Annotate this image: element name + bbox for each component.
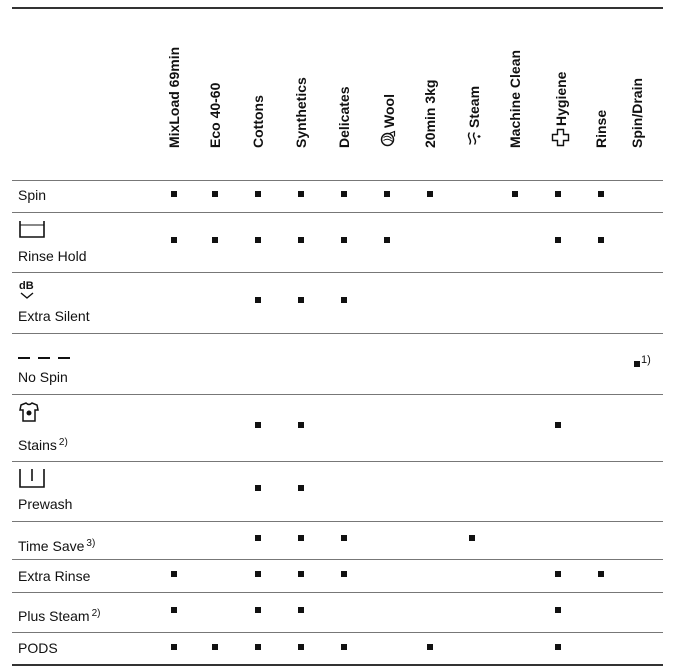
no-spin-icon xyxy=(18,348,70,366)
db-silent-icon xyxy=(18,278,40,305)
availability-mark xyxy=(555,644,561,650)
column-header xyxy=(422,80,438,148)
table-rule xyxy=(12,212,663,213)
availability-mark xyxy=(634,361,640,367)
availability-mark xyxy=(341,571,347,577)
availability-mark xyxy=(384,191,390,197)
availability-mark xyxy=(298,191,304,197)
availability-mark xyxy=(427,644,433,650)
column-header xyxy=(379,94,398,148)
table-rule xyxy=(12,559,663,560)
availability-mark xyxy=(341,237,347,243)
row-label-text: Time Save xyxy=(18,538,85,554)
column-header-label: MixLoad 69min xyxy=(166,46,182,148)
column-header-label: Delicates xyxy=(336,86,352,148)
svg-text:dB: dB xyxy=(19,280,34,292)
footnote-ref: 3) xyxy=(86,538,96,549)
footnote-ref: 2) xyxy=(58,437,68,448)
row-label-text: Spin xyxy=(18,187,47,203)
availability-mark xyxy=(298,485,304,491)
prewash-icon xyxy=(18,467,46,494)
column-header-label: Hygiene xyxy=(552,71,569,126)
stains-icon xyxy=(18,401,40,428)
availability-mark xyxy=(469,535,475,541)
row-label-text: Plus Steam xyxy=(18,608,90,624)
row-label xyxy=(18,536,95,554)
column-header-label: 20min 3kg xyxy=(422,79,438,148)
row-label xyxy=(18,369,68,385)
availability-mark xyxy=(298,607,304,613)
column-header xyxy=(629,78,645,148)
row-label-text: No Spin xyxy=(18,369,68,385)
availability-mark xyxy=(171,191,177,197)
availability-mark xyxy=(341,191,347,197)
availability-mark xyxy=(171,237,177,243)
column-header-label: Synthetics xyxy=(293,77,309,148)
column-header xyxy=(593,110,609,148)
availability-mark xyxy=(255,607,261,613)
availability-mark xyxy=(555,607,561,613)
availability-mark xyxy=(298,535,304,541)
table-rule xyxy=(12,592,663,593)
availability-mark xyxy=(255,535,261,541)
availability-mark xyxy=(555,237,561,243)
row-label xyxy=(18,568,90,584)
availability-mark xyxy=(171,571,177,577)
table-rule xyxy=(12,664,663,666)
availability-mark xyxy=(212,191,218,197)
availability-mark xyxy=(598,571,604,577)
availability-mark xyxy=(298,571,304,577)
table-rule xyxy=(12,521,663,522)
column-header-label: Cottons xyxy=(250,95,266,148)
row-label xyxy=(18,640,58,656)
column-header xyxy=(336,87,352,148)
table-rule xyxy=(12,333,663,334)
availability-mark xyxy=(255,644,261,650)
row-label-text: Stains xyxy=(18,437,57,453)
availability-mark xyxy=(298,422,304,428)
wool-icon xyxy=(381,131,397,150)
availability-mark xyxy=(598,237,604,243)
column-header xyxy=(293,77,309,148)
column-header-label: Machine Clean xyxy=(507,49,523,148)
row-label xyxy=(18,435,68,453)
row-label-text: PODS xyxy=(18,640,58,656)
column-header-label: Steam xyxy=(465,85,482,128)
column-header xyxy=(250,95,266,148)
row-label xyxy=(18,187,46,203)
availability-mark xyxy=(171,607,177,613)
column-header xyxy=(166,47,182,148)
row-label xyxy=(18,308,90,324)
availability-mark xyxy=(255,297,261,303)
availability-mark xyxy=(255,485,261,491)
table-rule xyxy=(12,394,663,395)
availability-mark xyxy=(341,297,347,303)
availability-mark xyxy=(298,644,304,650)
column-header-label: Rinse xyxy=(593,109,609,148)
row-label xyxy=(18,606,101,624)
row-label-text: Prewash xyxy=(18,496,73,512)
table-rule xyxy=(12,272,663,273)
row-label-text: Rinse Hold xyxy=(18,248,87,264)
availability-mark xyxy=(598,191,604,197)
column-header-label: Eco 40-60 xyxy=(207,82,223,148)
footnote-ref: 1) xyxy=(641,354,651,366)
row-label xyxy=(18,248,86,264)
steam-icon xyxy=(466,131,482,150)
hygiene-icon xyxy=(552,129,570,150)
availability-mark xyxy=(171,644,177,650)
availability-mark xyxy=(555,422,561,428)
availability-mark xyxy=(212,237,218,243)
availability-mark xyxy=(255,422,261,428)
table-rule xyxy=(12,180,663,181)
footnote-ref: 2) xyxy=(91,608,101,619)
availability-mark xyxy=(427,191,433,197)
rinse-hold-icon xyxy=(18,219,46,244)
availability-mark xyxy=(255,237,261,243)
column-header-label: Spin/Drain xyxy=(629,77,645,148)
availability-mark xyxy=(298,237,304,243)
table-rule xyxy=(12,632,663,633)
table-rule xyxy=(12,461,663,462)
availability-mark xyxy=(555,191,561,197)
column-header xyxy=(550,72,571,148)
column-header xyxy=(507,50,523,148)
availability-mark xyxy=(341,644,347,650)
availability-mark xyxy=(255,191,261,197)
column-header xyxy=(464,86,483,148)
availability-mark xyxy=(255,571,261,577)
row-label xyxy=(18,496,72,512)
availability-mark xyxy=(512,191,518,197)
table-rule xyxy=(12,7,663,9)
column-header-label: Wool xyxy=(380,94,397,128)
row-label-text: Extra Rinse xyxy=(18,568,91,584)
availability-mark xyxy=(341,535,347,541)
availability-mark xyxy=(555,571,561,577)
column-header xyxy=(207,83,223,148)
availability-mark xyxy=(298,297,304,303)
availability-mark xyxy=(212,644,218,650)
row-label-text: Extra Silent xyxy=(18,308,90,324)
availability-mark xyxy=(384,237,390,243)
